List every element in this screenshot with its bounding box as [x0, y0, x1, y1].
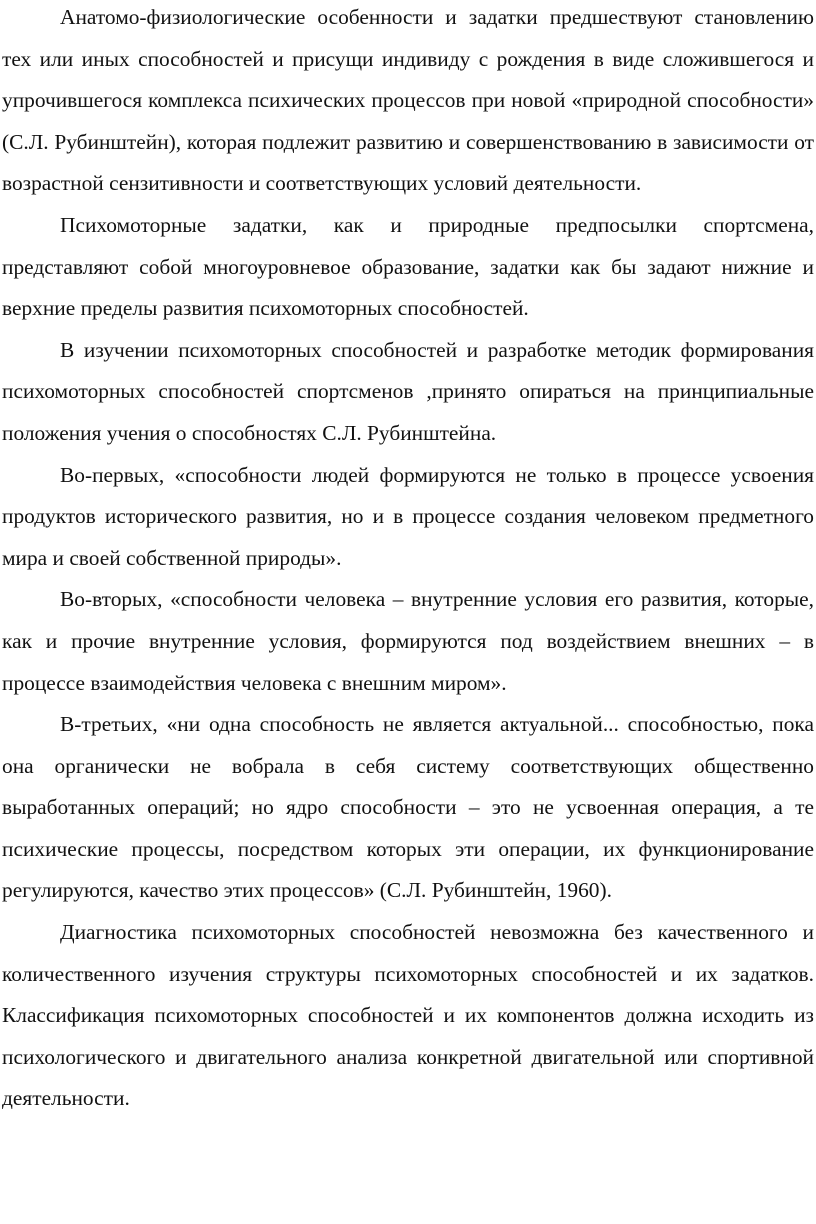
- paragraph-7: Диагностика психомоторных способностей невозможна без качественного и количественного изучения структуры психомоторных способностей и их задатков. Классификация психомоторных способностей и их компонентов должна исходить из психологического и двигательного анализа конкретной двигательной или спортивной деятельности.: [2, 920, 814, 1111]
- paragraph-1: Анатомо-физиологические особенности и задатки предшествуют становлению тех или иных способностей и присущи индивиду с рождения в виде сложившегося и упрочившегося комплекса психических процессов при новой «природной способности» (С.Л. Рубинштейн), которая подлежит развитию и совершенствованию в зависимости от возрастной сензитивности и соответствующих условий деятельности.: [2, 5, 814, 196]
- paragraph-5: Во-вторых, «способности человека – внутренние условия его развития, которые, как и прочие внутренние условия, формируются под воздействием внешних – в процессе взаимодействия человека с внешним миром».: [2, 587, 814, 695]
- paragraph-4: Во-первых, «способности людей формируются не только в процессе усвоения продуктов исторического развития, но и в процессе создания человеком предметного мира и своей собственной природы».: [2, 462, 814, 570]
- paragraph-3: В изучении психомоторных способностей и разработке методик формирования психомоторных способностей спортсменов ,принято опираться на принципиальные положения учения о способностях С.Л. Рубинштейна.: [2, 337, 814, 445]
- paragraph-2: Психомоторные задатки, как и природные предпосылки спортсмена, представляют собой многоуровневое образование, задатки как бы задают нижние и верхние пределы развития психомоторных способностей.: [2, 212, 814, 321]
- paragraph-6: В-третьих, «ни одна способность не является актуальной... способностью, пока она органически не вобрала в себя систему соответствующих общественно выработанных операций; но ядро способности – это не усвоенная операция, а те психические процессы, посредством которых эти операции, их функционирование регулируются, качество этих процессов» (С.Л. Рубинштейн, 1960).: [2, 712, 814, 903]
